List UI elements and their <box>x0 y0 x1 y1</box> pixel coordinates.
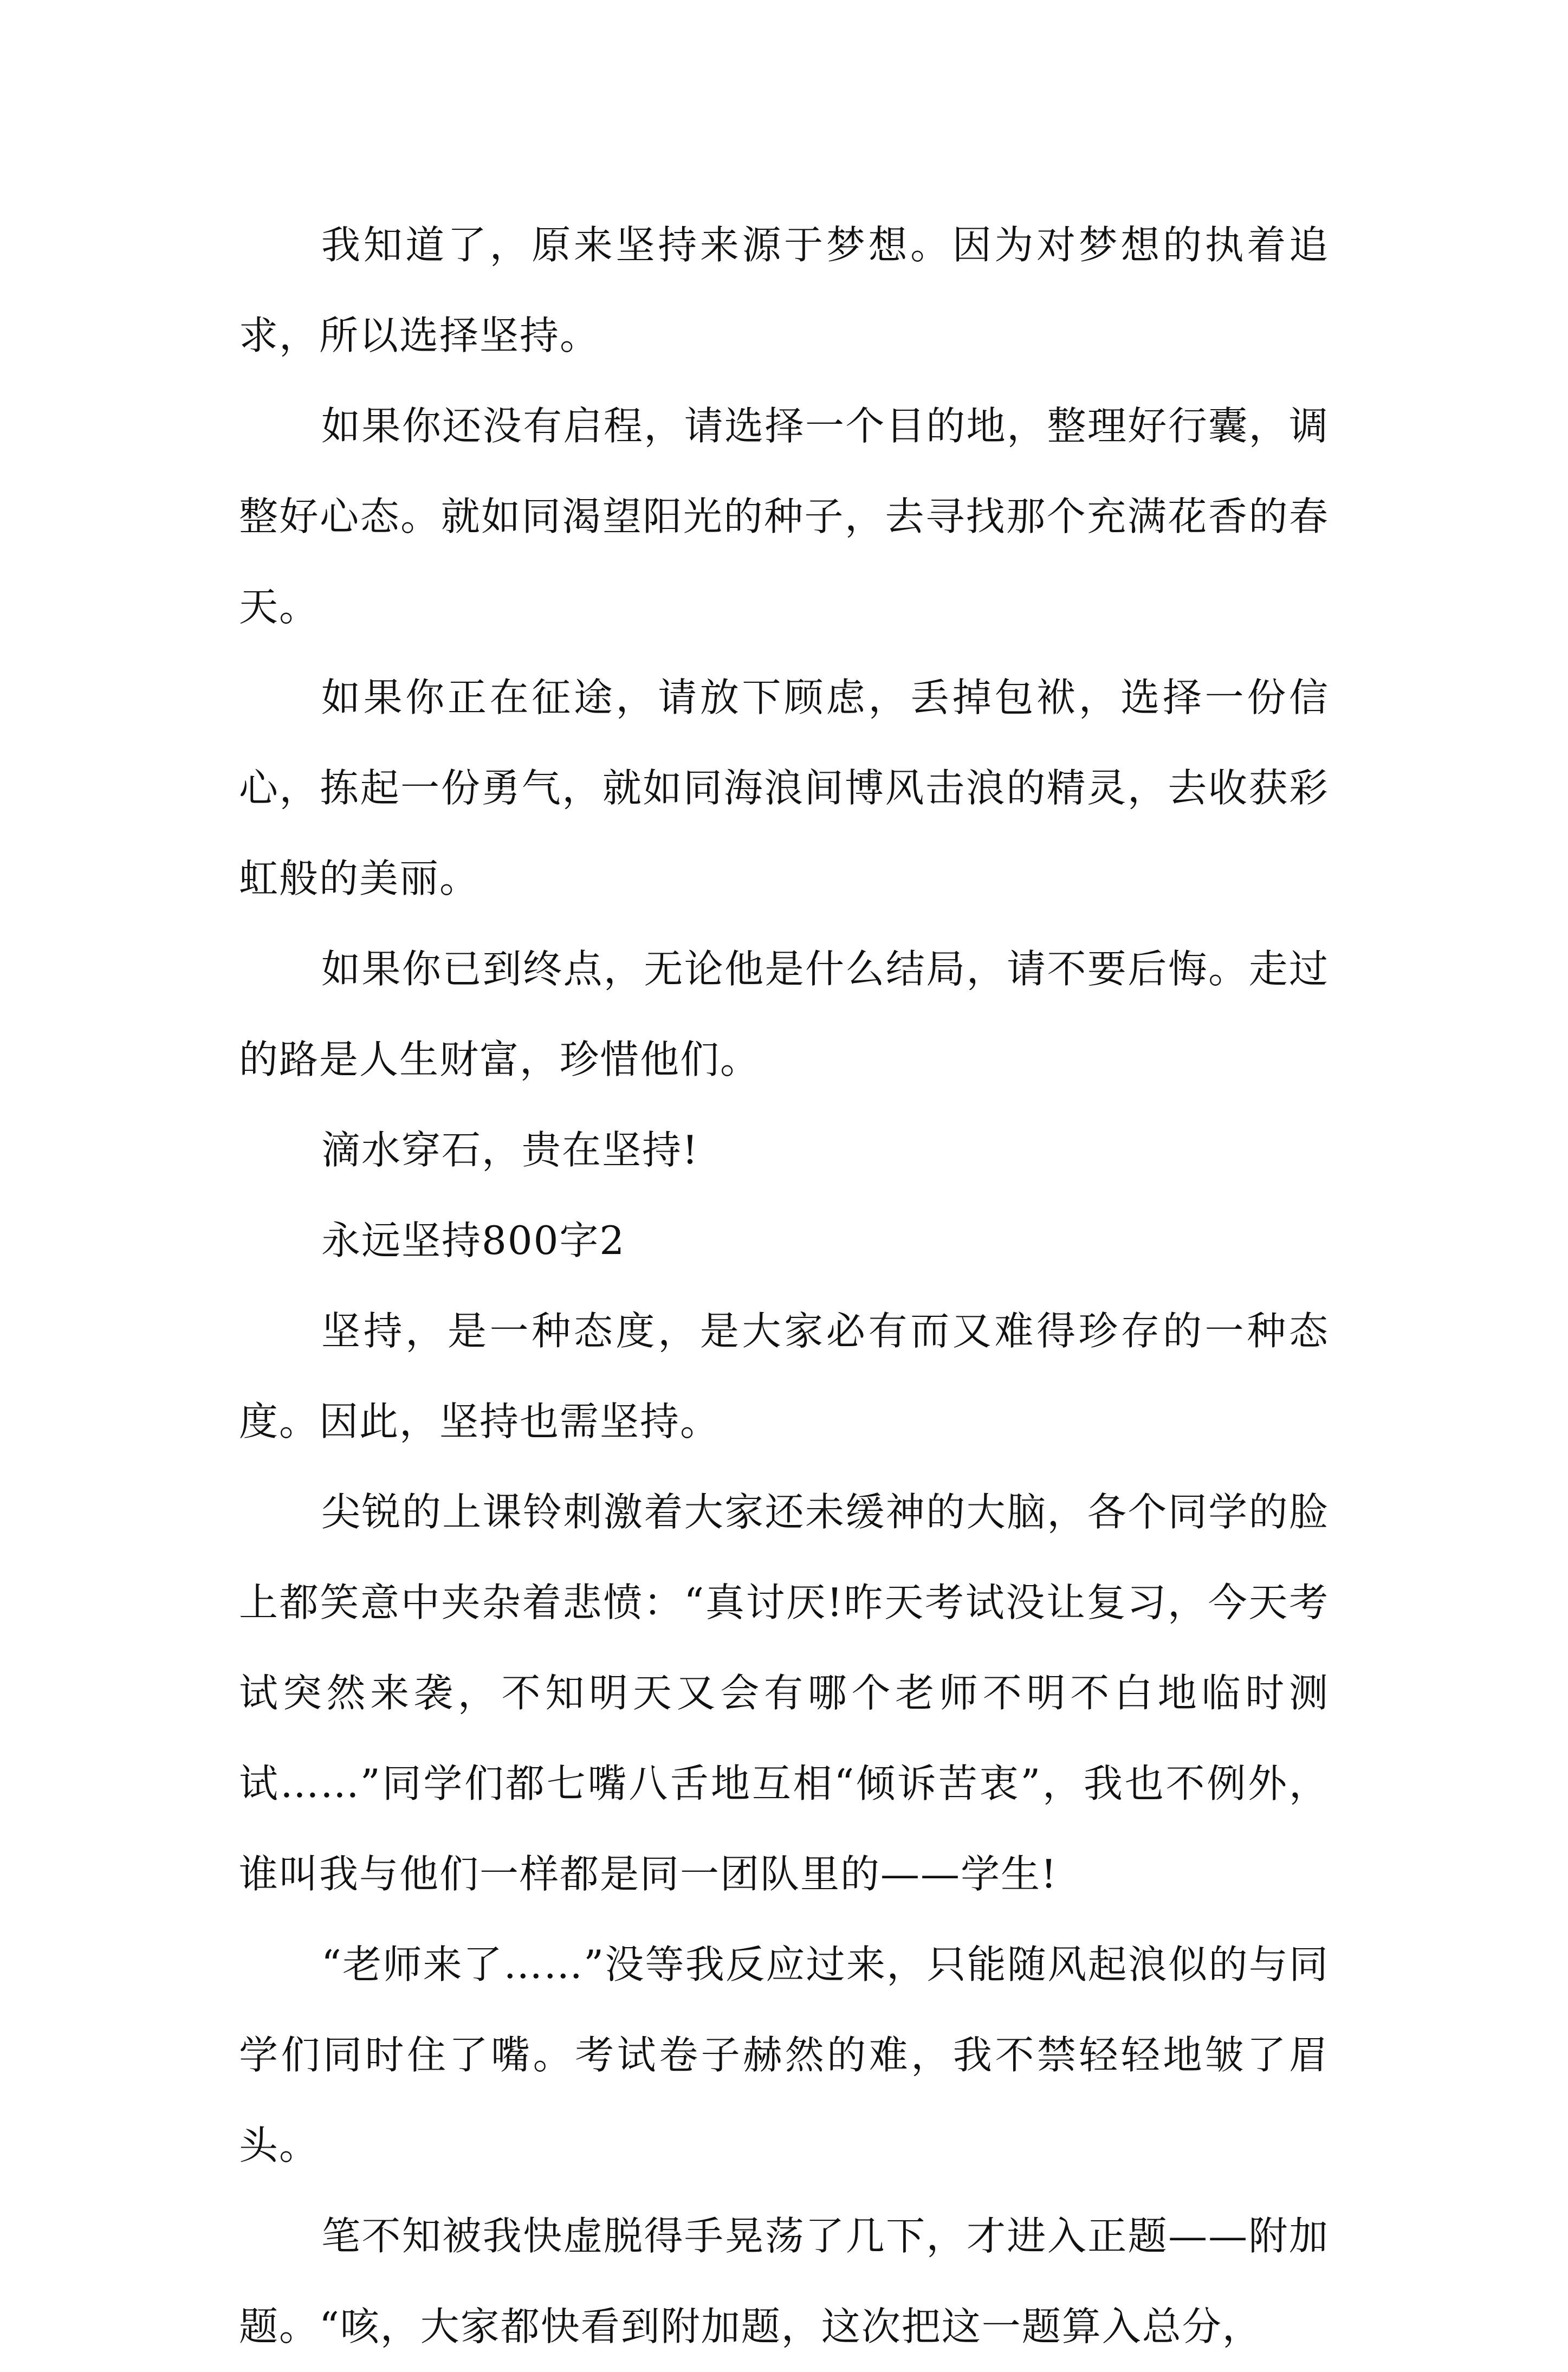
section-heading: 永远坚持800字2 <box>321 1218 626 1263</box>
paragraph: 如果你还没有启程，请选择一个目的地，整理好行囊，调整好心态。就如同渴望阳光的种子，去寻找那个充满花香的春天。 <box>239 403 1329 630</box>
paragraph: 如果你正在征途，请放下顾虑，丢掉包袱，选择一份信心，拣起一份勇气，就如同海浪间博风击浪的精灵，去收获彩虹般的美丽。 <box>239 675 1329 901</box>
paragraph: 我知道了，原来坚持来源于梦想。因为对梦想的执着追求，所以选择坚持。 <box>239 222 1329 358</box>
paragraph: 尖锐的上课铃刺激着大家还未缓神的大脑，各个同学的脸上都笑意中夹杂着悲愤：“真讨厌!昨天考试没让复习，今天考试突然来袭，不知明天又会有哪个老师不明不白地临时测试……”同学们都七嘴八舌地互相“倾诉苦衷”，我也不例外，谁叫我与他们一样都是同一团队里的——学生! <box>239 1489 1329 1897</box>
paragraph: 滴水穿石，贵在坚持! <box>321 1127 699 1173</box>
paragraph: 坚持，是一种态度，是大家必有而又难得珍存的一种态度。因此，坚持也需坚持。 <box>239 1308 1329 1444</box>
essay-body <box>239 200 1329 2372</box>
paragraph: 笔不知被我快虚脱得手晃荡了几下，才进入正题——附加题。“咳，大家都快看到附加题，这次把这一题算入总分， <box>239 2213 1329 2349</box>
paragraph: 如果你已到终点，无论他是什么结局，请不要后悔。走过的路是人生财富，珍惜他们。 <box>239 946 1329 1082</box>
paragraph: “老师来了……”没等我反应过来，只能随风起浪似的与同学们同时住了嘴。考试卷子赫然的难，我不禁轻轻地皱了眉头。 <box>239 1942 1329 2168</box>
